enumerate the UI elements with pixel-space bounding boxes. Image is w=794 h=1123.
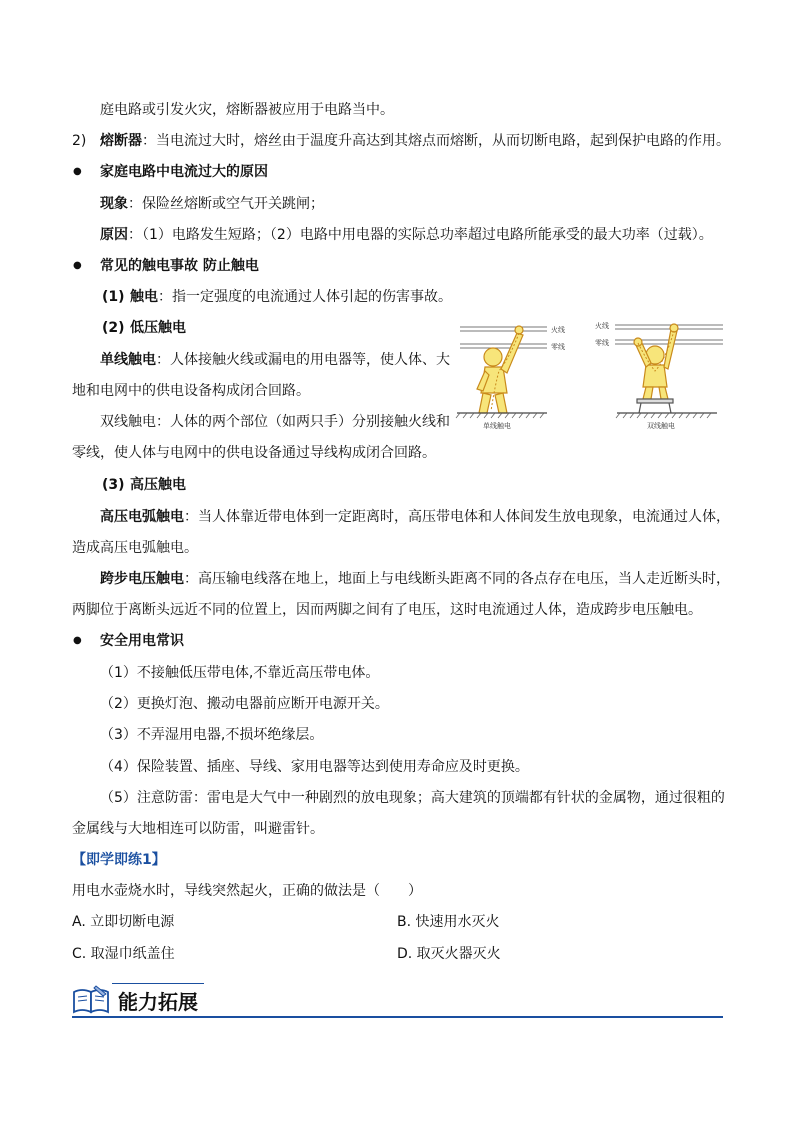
arc-shock bbox=[100, 507, 730, 527]
double-line-text-2: 零线，使人体与电网中的供电设备通过导线构成闭合回路。 bbox=[72, 445, 436, 461]
cause-text: ：（1）电路发生短路；（2）电路中用电器的实际总功率超过电路所能承受的最大功率（过载）。 bbox=[128, 227, 713, 243]
step-voltage-text-2: 两脚位于离断头远近不同的位置上，因而两脚之间有了电压，这时电流通过人体，造成跨步电压触电。 bbox=[72, 602, 702, 618]
fuse-item-number: 2) bbox=[72, 133, 87, 149]
book-icon bbox=[72, 984, 112, 1016]
fuse-definition bbox=[100, 131, 730, 151]
step-voltage-text-1: ：高压输电线落在地上，地面上与电线断头距离不同的各点存在电压，当人走近断头时， bbox=[184, 571, 730, 587]
step-voltage-label: 跨步电压触电 bbox=[100, 571, 184, 587]
shock-item-3-number: (3) bbox=[102, 477, 125, 493]
phenomenon-label: 现象 bbox=[100, 196, 128, 212]
fire-wire-label: 火线 bbox=[595, 322, 609, 330]
section-top-rule bbox=[112, 983, 204, 984]
single-line-shock-figure bbox=[456, 325, 565, 430]
section-underline bbox=[72, 1016, 723, 1018]
safety-item-1: （1）不接触低压带电体,不靠近高压带电体。 bbox=[100, 665, 380, 681]
option-b[interactable]: B. 快速用水灭火 bbox=[397, 914, 500, 930]
overcurrent-title: 家庭电路中电流过大的原因 bbox=[100, 164, 268, 180]
neutral-wire-label: 零线 bbox=[551, 343, 565, 351]
exercise-question: 用电水壶烧水时，导线突然起火，正确的做法是（ ） bbox=[72, 883, 422, 899]
option-a[interactable]: A. 立即切断电源 bbox=[72, 914, 175, 930]
bullet-icon: ● bbox=[73, 260, 82, 271]
low-voltage-title: 低压触电 bbox=[130, 320, 186, 336]
single-line-label: 单线触电 bbox=[100, 352, 156, 368]
neutral-wire-label: 零线 bbox=[595, 339, 609, 347]
safety-item-3: （3）不弄湿用电器,不损坏绝缘层。 bbox=[100, 727, 324, 743]
shock-item-1 bbox=[130, 287, 452, 307]
bullet-icon: ● bbox=[73, 166, 82, 177]
shock-definition: ：指一定强度的电流通过人体引起的伤害事故。 bbox=[158, 289, 452, 305]
single-line-text-2: 地和电网中的供电设备构成闭合回路。 bbox=[72, 383, 310, 399]
fuse-term: 熔断器 bbox=[100, 133, 142, 149]
person-figure bbox=[634, 324, 678, 399]
step-voltage-shock bbox=[100, 569, 730, 589]
shock-illustration bbox=[455, 315, 725, 430]
option-c[interactable]: C. 取湿巾纸盖住 bbox=[72, 946, 175, 962]
shock-title: 常见的触电事故 防止触电 bbox=[100, 258, 259, 274]
option-d[interactable]: D. 取灭火器灭火 bbox=[397, 946, 501, 962]
cause-label: 原因 bbox=[100, 227, 128, 243]
single-line-shock bbox=[100, 350, 450, 370]
double-line-caption: 双线触电 bbox=[647, 422, 675, 430]
shock-item-1-number: (1) bbox=[102, 289, 125, 305]
arc-shock-text-2: 造成高压电弧触电。 bbox=[72, 540, 198, 556]
paragraph-continuation: 庭电路或引发火灾，熔断器被应用于电路当中。 bbox=[100, 102, 394, 118]
phenomenon-text: ：保险丝熔断或空气开关跳闸； bbox=[128, 196, 324, 212]
single-line-text-1: ：人体接触火线或漏电的用电器等，使人体、大 bbox=[156, 352, 450, 368]
double-line-text-1: ：人体的两个部位（如两只手）分别接触火线和 bbox=[156, 414, 450, 430]
double-line-shock-figure bbox=[595, 321, 723, 430]
bullet-icon: ● bbox=[73, 635, 82, 646]
overcurrent-phenomenon bbox=[100, 194, 324, 214]
single-line-caption: 单线触电 bbox=[483, 422, 511, 430]
arc-shock-text-1: ：当人体靠近带电体到一定距离时，高压带电体和人体间发生放电现象，电流通过人体， bbox=[184, 509, 730, 525]
high-voltage-title: 高压触电 bbox=[130, 477, 186, 493]
safety-item-5-cont: 金属线与大地相连可以防雷，叫避雷针。 bbox=[72, 821, 324, 837]
fuse-text: ：当电流过大时，熔丝由于温度升高达到其熔点而熔断，从而切断电路，起到保护电路的作用。 bbox=[142, 133, 730, 149]
exercise-title: 【即学即练1】 bbox=[72, 852, 166, 868]
fire-wire-label: 火线 bbox=[551, 326, 565, 334]
arc-shock-label: 高压电弧触电 bbox=[100, 509, 184, 525]
shock-item-2-number: (2) bbox=[102, 320, 125, 336]
double-line-shock bbox=[100, 412, 450, 432]
safety-title: 安全用电常识 bbox=[100, 633, 184, 649]
insulating-stool bbox=[637, 399, 673, 413]
safety-item-2: （2）更换灯泡、搬动电器前应断开电源开关。 bbox=[100, 696, 389, 712]
shock-term: 触电 bbox=[130, 289, 158, 305]
section-title: 能力拓展 bbox=[118, 990, 198, 1014]
safety-item-4: （4）保险装置、插座、导线、家用电器等达到使用寿命应及时更换。 bbox=[100, 759, 529, 775]
safety-item-5: （5）注意防雷：雷电是大气中一种剧烈的放电现象；高大建筑的顶端都有针状的金属物，通过很粗的 bbox=[100, 790, 725, 806]
overcurrent-cause bbox=[100, 225, 713, 245]
double-line-label: 双线触电 bbox=[100, 414, 156, 430]
